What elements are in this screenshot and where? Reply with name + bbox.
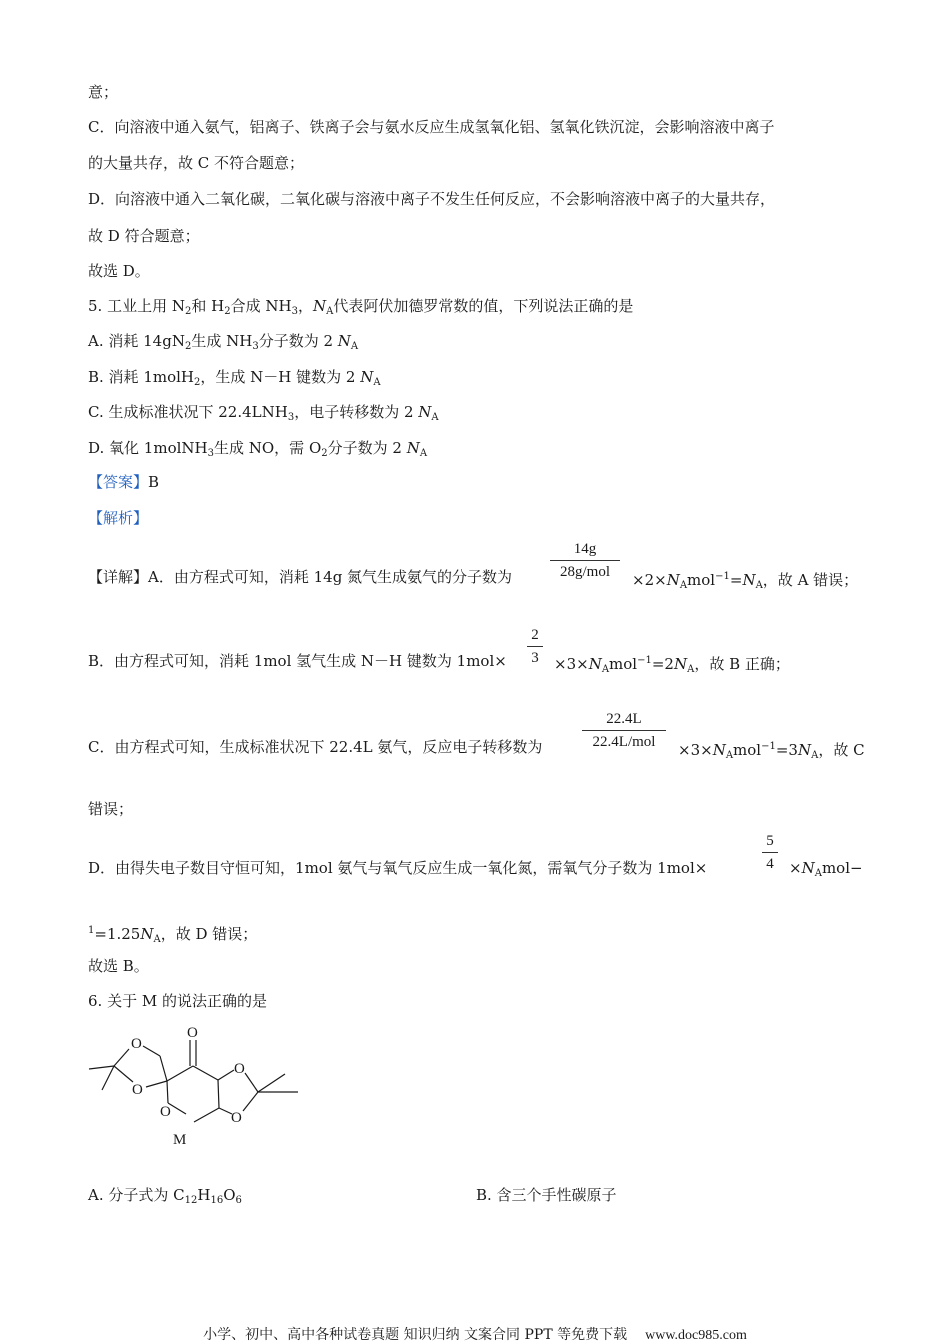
atom-o: O <box>131 1036 142 1052</box>
text-line: C．向溶液中通入氨气，铝离子、铁离子会与氨水反应生成氢氧化铝、氢氧化铁沉淀，会影响溶液中离子 <box>88 118 775 136</box>
atom-o: O <box>187 1025 198 1041</box>
molecule-label: M <box>173 1132 187 1148</box>
fraction-c: 22.4L 22.4L/mol <box>582 708 666 753</box>
text-line: 的大量共存，故 C 不符合题意； <box>88 154 305 172</box>
question-6-stem: 6. 关于 M 的说法正确的是 <box>88 992 267 1010</box>
footer-text: 小学、初中、高中各种试卷真题 知识归纳 文案合同 PPT 等免费下载 <box>203 1327 628 1343</box>
text-line: 故选 D。 <box>88 262 150 280</box>
fraction-b: 2 3 <box>527 624 543 669</box>
text-line: 故 D 符合题意； <box>88 227 200 245</box>
answer-line: 【答案】B <box>88 473 160 491</box>
detail-d-text: D．由得失电子数目守恒可知，1mol 氨气与氧气反应生成一氧化氮，需氧气分子数为 1mol× <box>88 859 708 877</box>
atom-o: O <box>231 1110 242 1126</box>
option-d: D. 氧化 1molNH$_3$生成 NO，需 $O_2$分子数为 2 $N_A$ <box>88 439 428 459</box>
fraction-a: 14g 28g/mol <box>550 538 620 583</box>
atom-o: O <box>132 1082 143 1098</box>
option-c: C. 生成标准状况下 $22.4LNH_3$，电子转移数为 2 $N_A$ <box>88 403 439 423</box>
page-footer <box>0 1324 950 1344</box>
detail-a-tail: $\times 2\times N_Amol^{-1}=N_A$，故 A 错误； <box>632 571 859 591</box>
detail-d-tail: $\times N_Amol-$ <box>789 859 863 879</box>
option-a: A. 消耗 $14gN_2$生成 $NH_3$分子数为 2 $N_A$ <box>88 332 359 352</box>
question-5-stem: 5. 工业上用 $N_2$和 $H_2$合成 $NH_3$，$N_A$代表阿伏加德罗常数的值，下列说法正确的是 <box>88 297 634 317</box>
atom-o: O <box>234 1061 245 1077</box>
detail-c-text: C．由方程式可知，生成标准状况下 22.4L 氨气，反应电子转移数为 <box>88 738 543 756</box>
analysis-tag: 【解析】 <box>88 509 149 527</box>
detail-a-text: 【详解】A．由方程式可知，消耗 14g 氮气生成氨气的分子数为 <box>88 568 513 586</box>
detail-b-text: B．由方程式可知，消耗 1mol 氢气生成 N－H 键数为 1mol× <box>88 652 507 670</box>
atom-o: O <box>160 1104 171 1120</box>
molecule-m-structure <box>80 1018 320 1152</box>
detail-d-cont: $^1=1.25N_A$，故 D 错误； <box>88 925 258 945</box>
conclusion: 故选 B。 <box>88 957 149 975</box>
text-line: D．向溶液中通入二氧化碳，二氧化碳与溶液中离子不发生任何反应，不会影响溶液中离子的大量共存， <box>88 190 776 208</box>
detail-b-tail: $\times 3\times N_Amol^{-1}=2N_A$，故 B 正确； <box>554 655 790 675</box>
footer-url[interactable]: www.doc985.com <box>645 1328 747 1343</box>
q6-option-a: A. 分子式为 $C_{12}H_{16}O_6$ <box>88 1186 242 1206</box>
q6-option-b: B. 含三个手性碳原子 <box>476 1186 617 1204</box>
option-b: B. 消耗 1molH$_2$，生成 N－H 键数为 2 $N_A$ <box>88 368 381 388</box>
text-line: 意； <box>88 83 119 101</box>
detail-c-tail: $\times 3\times N_Amol^{-1}=3N_A$，故 C <box>678 741 865 761</box>
detail-c-cont: 错误； <box>88 800 134 818</box>
answer-tag: 【答案】 <box>88 473 149 491</box>
fraction-d: 5 4 <box>762 830 778 875</box>
